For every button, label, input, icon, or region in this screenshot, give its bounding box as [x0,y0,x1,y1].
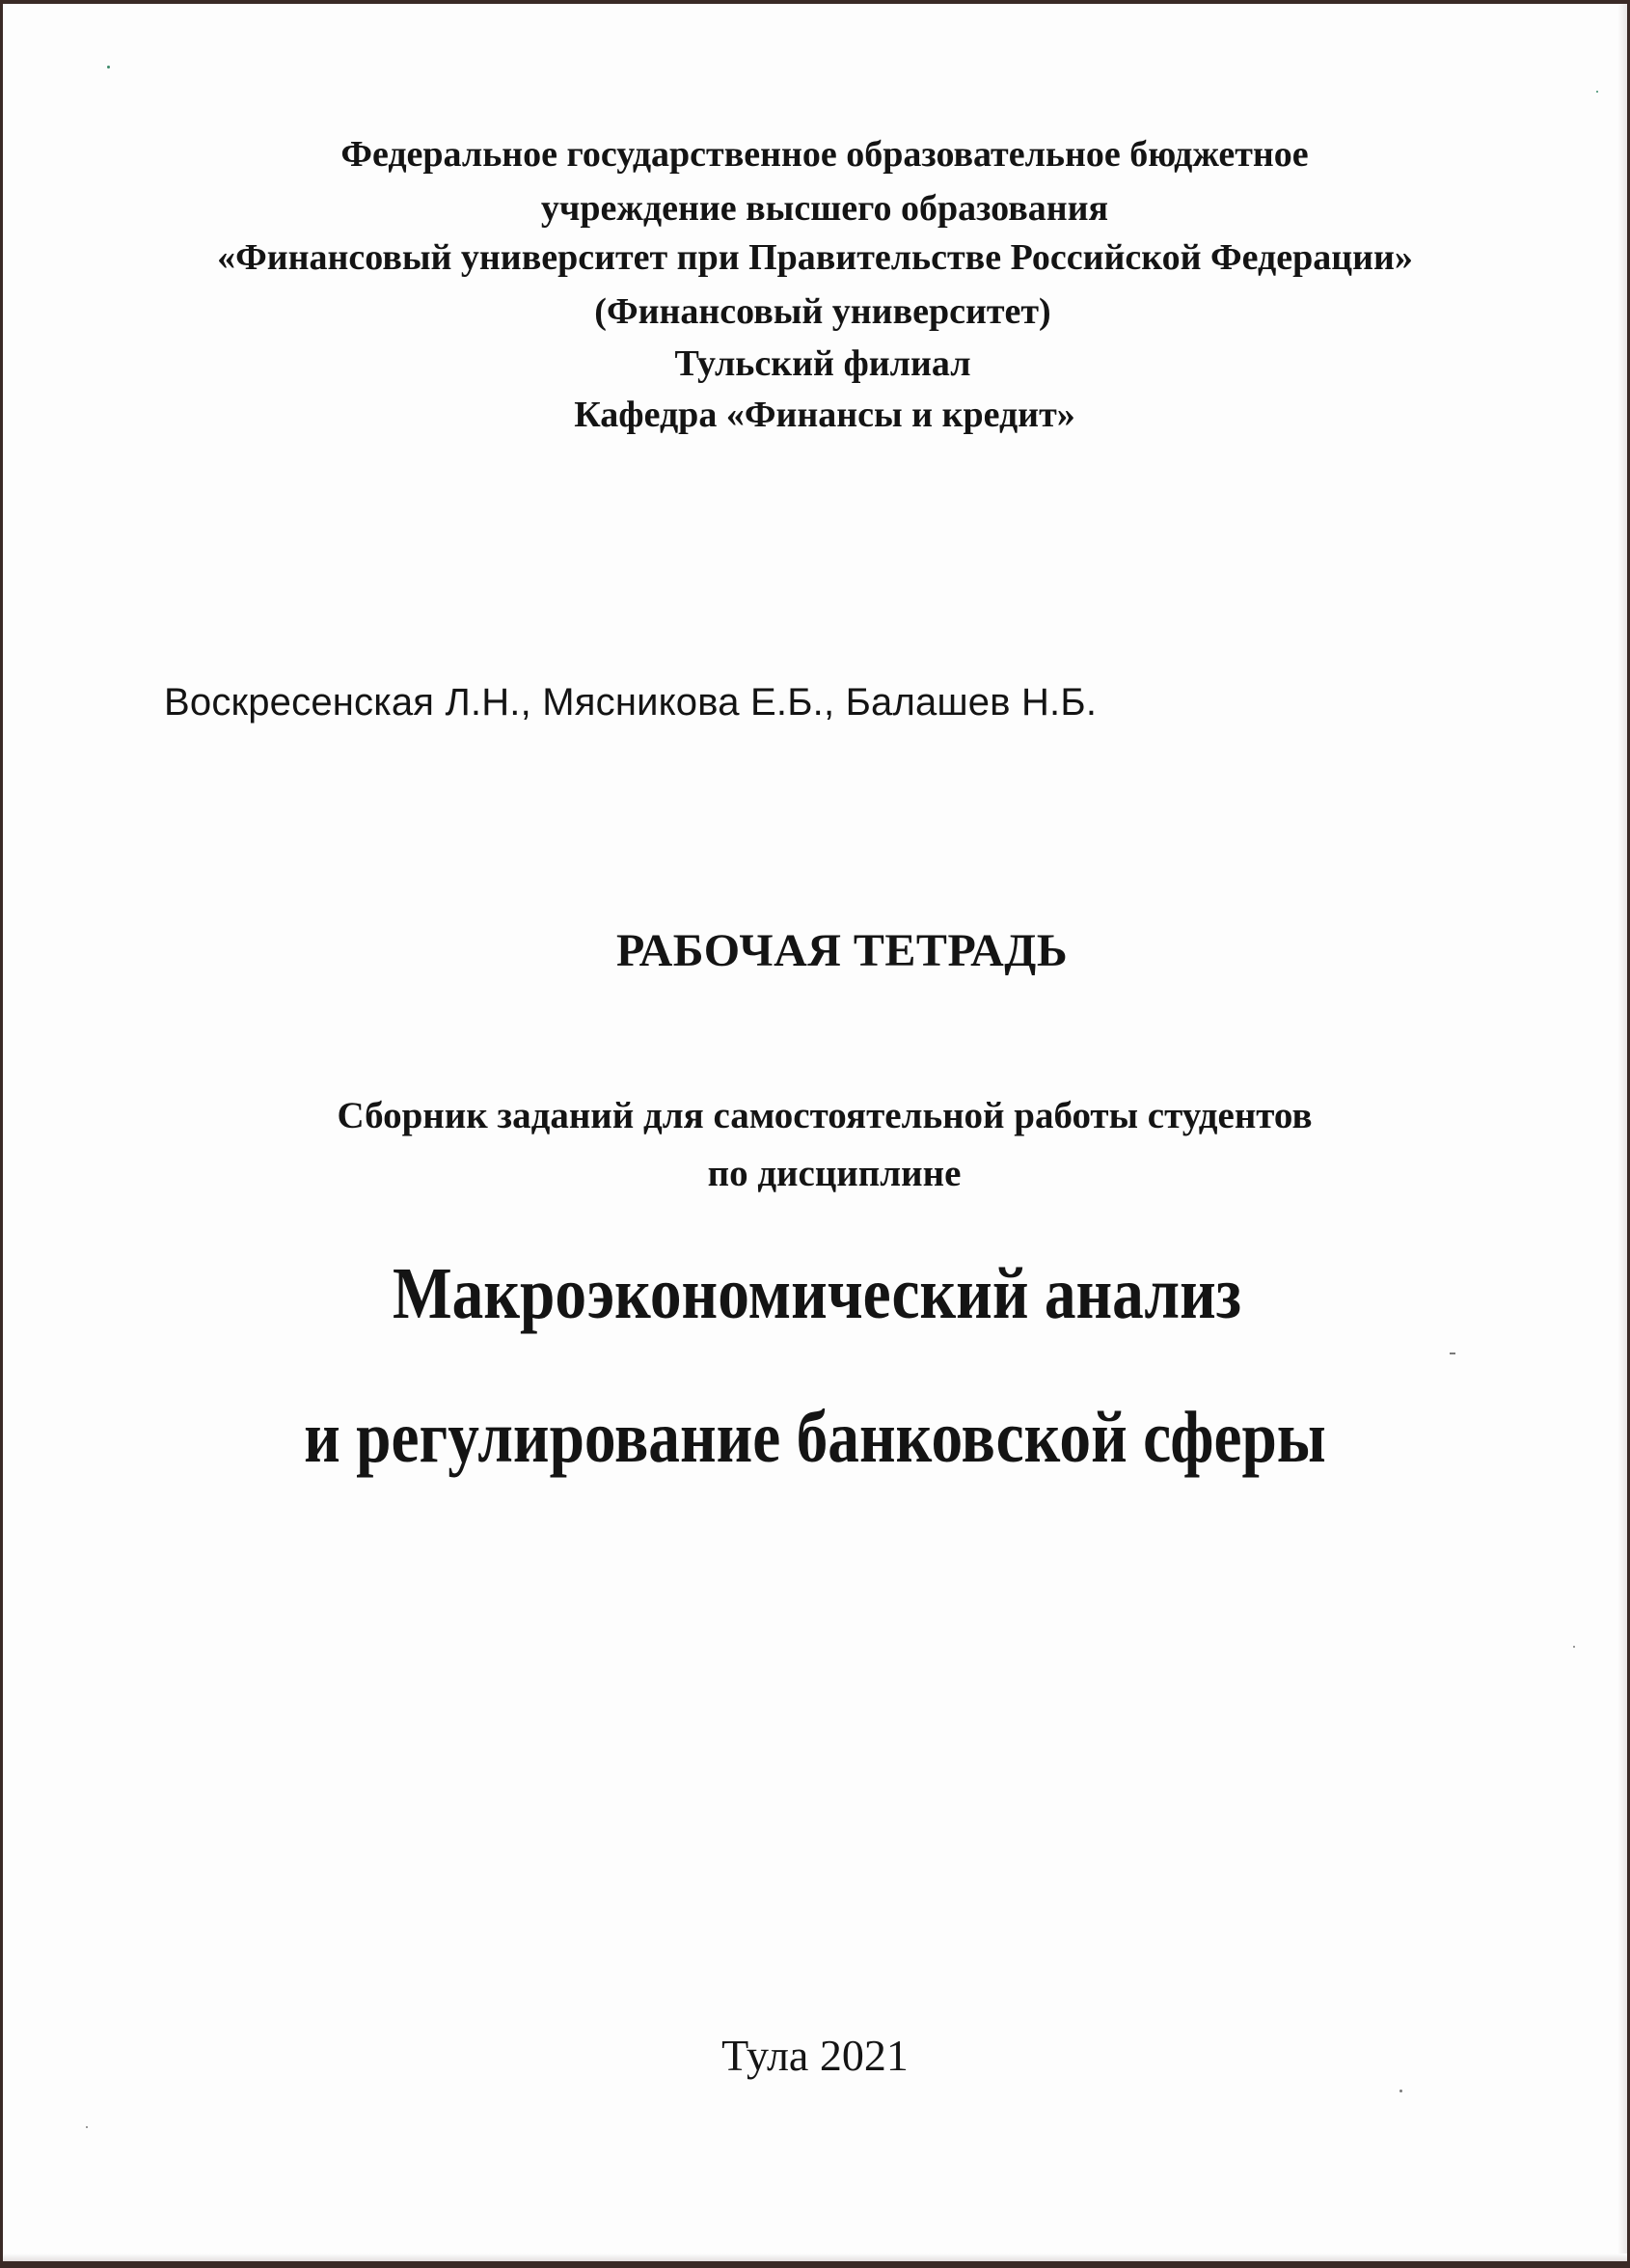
scan-speck [86,2126,88,2128]
title-page [3,4,1627,2261]
document-type: РАБОЧАЯ ТЕТРАДЬ [615,925,1069,976]
scan-speck [1399,2090,1402,2092]
institution-line-4: (Финансовый университет) [594,291,1051,332]
branch-name: Тульский филиал [674,343,971,384]
discipline-title-line-1: Макроэкономический анализ [392,1253,1242,1334]
institution-line-2: учреждение высшего образования [540,188,1109,229]
page-edge-bottom [3,2254,1627,2261]
department-name: Кафедра «Финансы и кредит» [574,395,1075,435]
discipline-title-line-2: и регулирование банковской сферы [304,1397,1326,1478]
institution-line-3: «Финансовый университет при Правительстве Российской Федерации» [217,237,1413,278]
city-year: Тула 2021 [721,2031,909,2080]
scan-speck [107,66,110,68]
subtitle-line-2: по дисциплине [707,1153,962,1194]
scan-speck [1450,1353,1455,1354]
subtitle-line-1: Сборник заданий для самостоятельной работы студентов [337,1095,1313,1136]
institution-line-1: Федеральное государственное образовательное бюджетное [340,134,1309,175]
scan-speck [1573,1646,1575,1648]
authors: Воскресенская Л.Н., Мясникова Е.Б., Балашев Н.Б. [164,681,1098,724]
scan-speck [1596,91,1598,93]
